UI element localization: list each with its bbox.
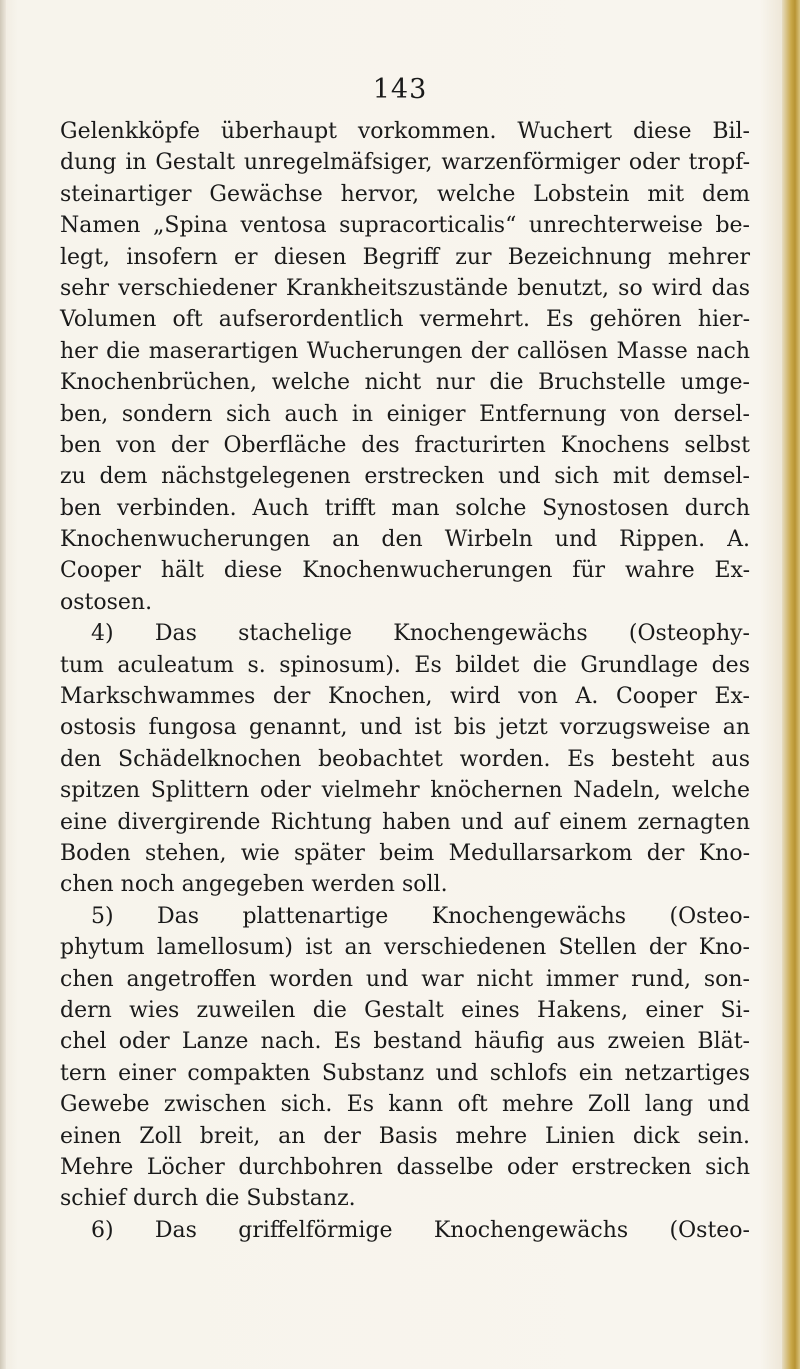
text-line: Namen „Spina ventosa supracorticalis“ unrechterweise be-	[60, 213, 750, 239]
text-line: tum aculeatum s. spinosum). Es bildet die Grundlage des	[60, 652, 750, 678]
text-line: Knochenbrüchen, welche nicht nur die Bruchstelle umge-	[60, 370, 750, 396]
page-left-edge	[0, 0, 6, 1369]
page-number: 143	[372, 74, 428, 105]
text-line: chen angetroffen worden und war nicht immer rund, son-	[60, 966, 750, 992]
text-line: Markschwammes der Knochen, wird von A. Cooper Ex-	[60, 684, 750, 710]
text-line: Volumen oft aufserordentlich vermehrt. Es gehören hier-	[60, 307, 750, 333]
text-line: ben, sondern sich auch in einiger Entfernung von dersel-	[60, 401, 750, 427]
text-line: Mehre Löcher durchbohren dasselbe oder erstrecken sich	[60, 1154, 750, 1180]
text-line: dung in Gestalt unregelmäfsiger, warzenförmiger oder tropf-	[60, 150, 750, 176]
text-line: legt, insofern er diesen Begriff zur Bezeichnung mehrer	[60, 244, 750, 270]
text-line: 5) Das plattenartige Knochengewächs (Osteo-	[91, 903, 750, 929]
text-line: chel oder Lanze nach. Es bestand häufig aus zweien Blät-	[60, 1029, 750, 1055]
text-line: ben verbinden. Auch trifft man solche Synostosen durch	[60, 495, 750, 521]
text-line: Boden stehen, wie später beim Medullarsarkom der Kno-	[60, 840, 750, 866]
text-line: phytum lamellosum) ist an verschiedenen Stellen der Kno-	[60, 935, 750, 961]
text-line: schief durch die Substanz.	[60, 1186, 356, 1212]
text-line: her die maserartigen Wucherungen der callösen Masse nach	[60, 338, 750, 364]
text-line: ostosis fungosa genannt, und ist bis jetzt vorzugsweise an	[60, 715, 750, 741]
text-line: ostosen.	[60, 589, 153, 615]
text-line: Gelenkköpfe überhaupt vorkommen. Wuchert diese Bil-	[60, 119, 750, 144]
text-line: 6) Das griffelförmige Knochengewächs (Osteo-	[91, 1217, 750, 1243]
text-line: eine divergirende Richtung haben und auf einem zernagten	[60, 809, 750, 835]
page-right-edge	[782, 0, 800, 1369]
text-line: dern wies zuweilen die Gestalt eines Hakens, einer Si-	[60, 997, 750, 1023]
text-line: zu dem nächstgelegenen erstrecken und sich mit demsel-	[60, 464, 750, 490]
text-line: Cooper hält diese Knochenwucherungen für wahre Ex-	[60, 558, 750, 584]
text-line: Gewebe zwischen sich. Es kann oft mehre Zoll lang und	[60, 1092, 750, 1118]
text-line: den Schädelknochen beobachtet worden. Es besteht aus	[60, 746, 750, 772]
text-line: chen noch angegeben werden soll.	[60, 872, 448, 898]
text-line: 4) Das stachelige Knochengewächs (Osteophy-	[91, 621, 750, 647]
body-text	[60, 116, 750, 1246]
text-line: tern einer compakten Substanz und schlofs ein netzartiges	[60, 1060, 750, 1086]
text-line: spitzen Splittern oder vielmehr knöchernen Nadeln, welche	[60, 778, 750, 804]
text-line: sehr verschiedener Krankheitszustände benutzt, so wird das	[60, 275, 750, 301]
text-line: einen Zoll breit, an der Basis mehre Linien dick sein.	[60, 1123, 750, 1149]
text-line: ben von der Oberfläche des fracturirten Knochens selbst	[60, 432, 750, 458]
text-line: steinartiger Gewächse hervor, welche Lobstein mit dem	[60, 181, 750, 207]
text-line: Knochenwucherungen an den Wirbeln und Rippen. A.	[60, 527, 750, 553]
